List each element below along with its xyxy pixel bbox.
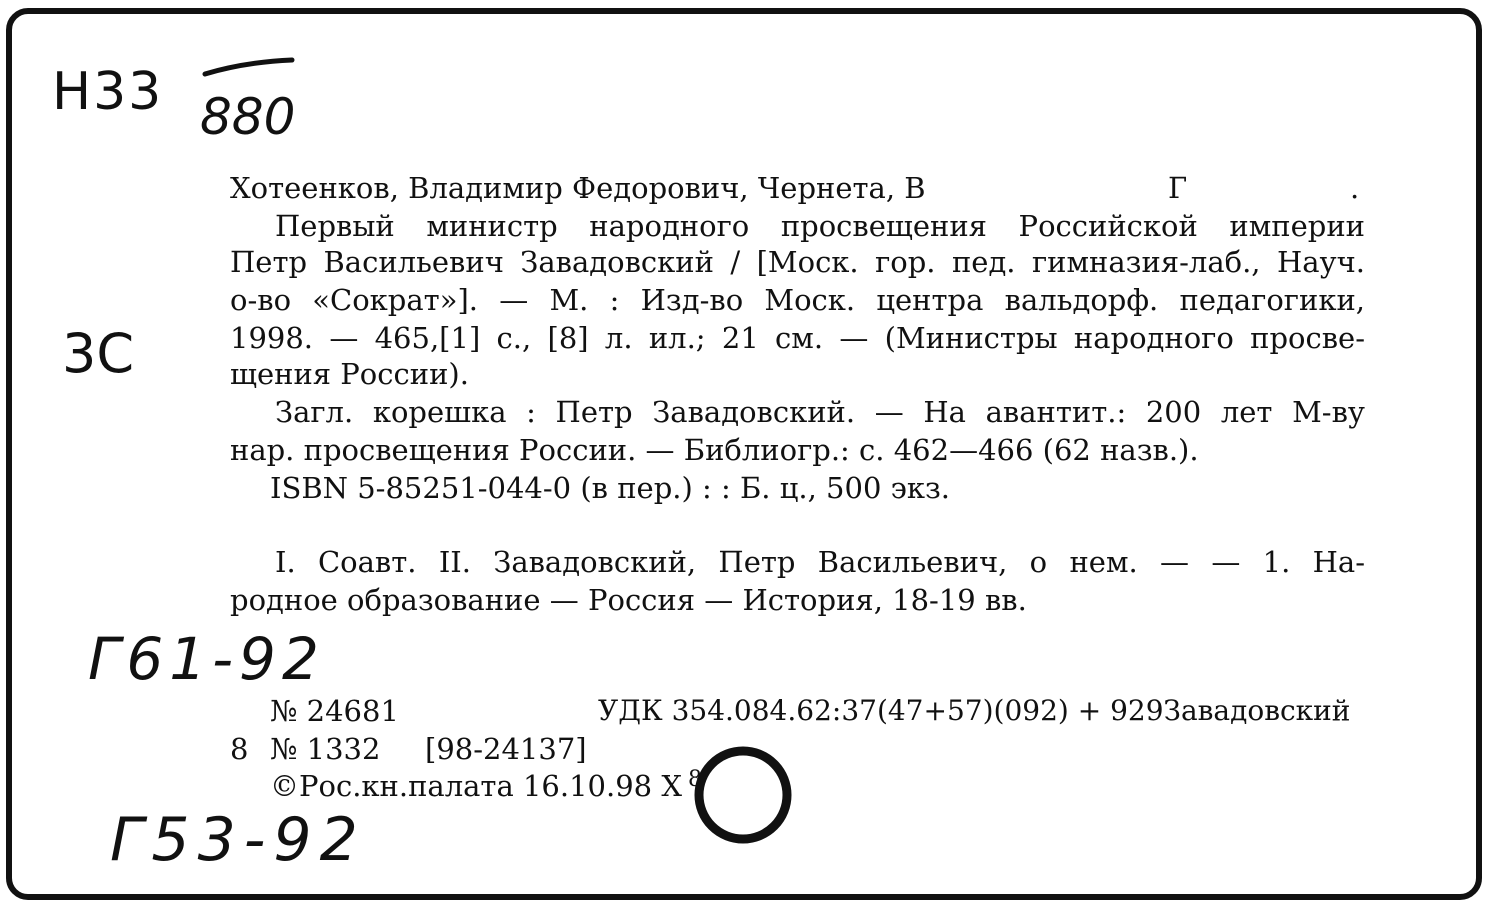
tracing-line: I. Соавт. II. Завадовский, Петр Васильевич, о нем. — — 1. На- — [275, 545, 1365, 579]
author-initial: Г — [1168, 171, 1188, 205]
stamp-letter: 8 — [688, 767, 702, 792]
handwritten-side-mark: 3С — [62, 322, 135, 385]
heading-dot: . — [1350, 171, 1360, 205]
tracing-line: родное образование — Россия — История, 18-19 вв. — [230, 583, 1027, 617]
body-line: о-во «Сократ»]. — М. : Изд-во Моск. центра вальдорф. педагогики, — [230, 283, 1365, 317]
bracket-code: [98-24137] — [425, 732, 587, 766]
note-line: Загл. корешка : Петр Завадовский. — На авантит.: 200 лет М-ву — [275, 395, 1365, 429]
handwritten-top-number: 880 — [200, 88, 296, 146]
body-line: Первый министр народного просвещения Российской империи — [275, 209, 1365, 243]
record-number-2: № 1332 — [270, 732, 381, 766]
isbn-line: ISBN 5-85251-044-0 (в пер.) : : Б. ц., 500 экз. — [270, 471, 951, 505]
chamber-line: ©Рос.кн.палата 16.10.98 Х — [270, 769, 682, 803]
prefix-8: 8 — [230, 732, 249, 766]
udk-code: УДК 354.084.62:37(47+57)(092) + 929Завадовский — [598, 694, 1351, 727]
handwritten-top-code: Н33 — [52, 62, 164, 122]
handwritten-code-1: Г61-92 — [88, 625, 325, 693]
handwritten-code-2: Г53-92 — [110, 805, 366, 875]
note-line: нар. просвещения России. — Библиогр.: с. 462—466 (62 назв.). — [230, 433, 1199, 467]
body-line: щения России). — [230, 357, 469, 391]
body-line: 1998. — 465,[1] с., [8] л. ил.; 21 см. — (Министры народного просве- — [230, 321, 1365, 355]
author-line: Хотеенков, Владимир Федорович, Чернета, В — [230, 171, 926, 205]
body-line: Петр Васильевич Завадовский / [Моск. гор. пед. гимназия-лаб., Науч. — [230, 245, 1365, 279]
record-number-1: № 24681 — [270, 694, 399, 728]
